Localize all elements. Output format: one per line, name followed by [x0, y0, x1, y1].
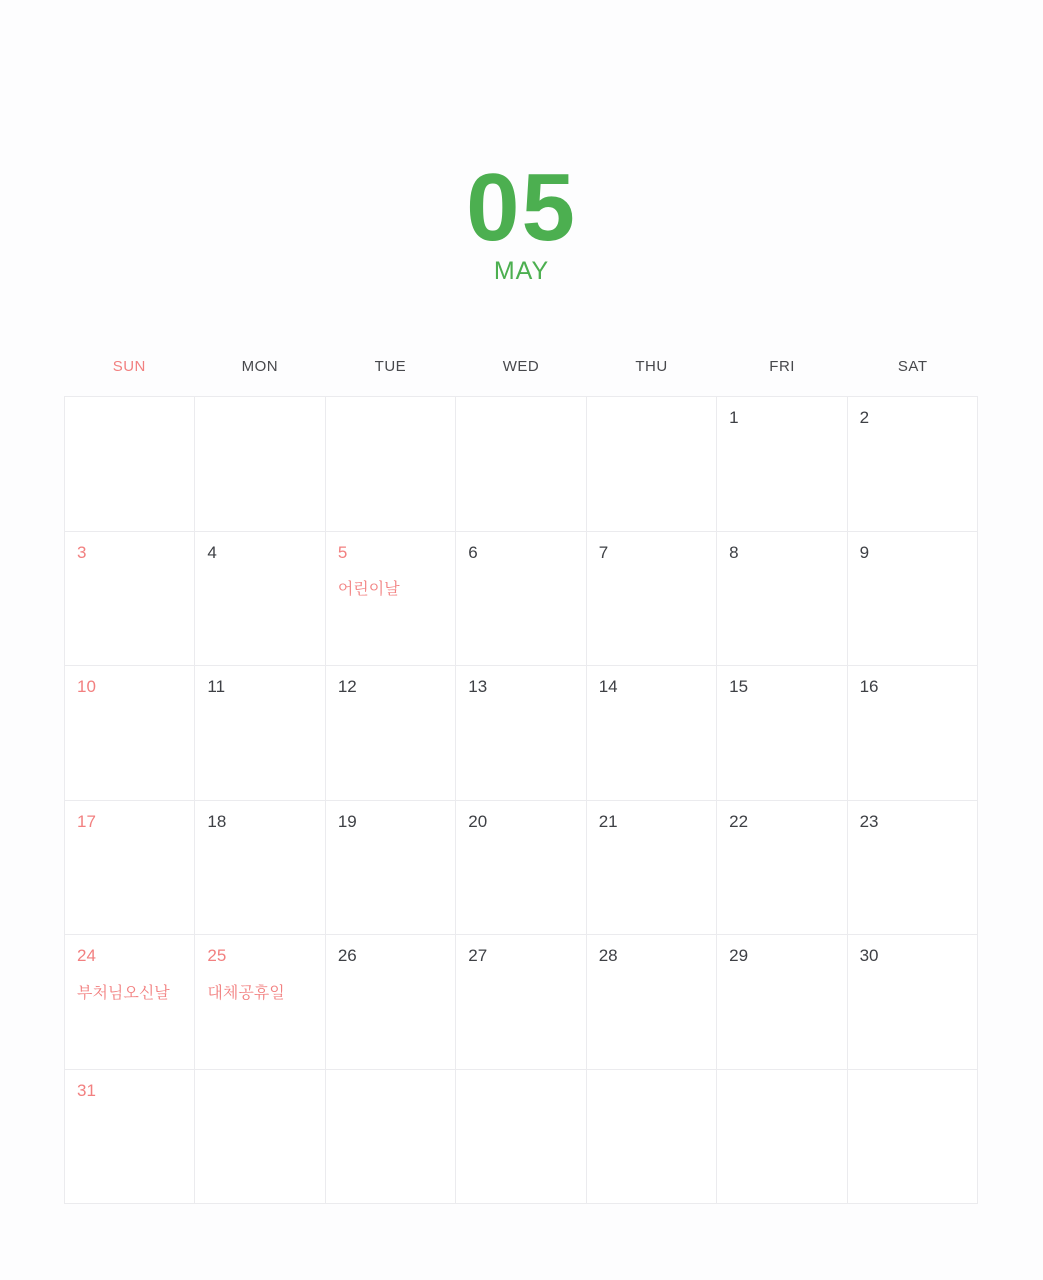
calendar-cell-8 [717, 532, 847, 667]
day-number: 19 [337, 811, 357, 831]
calendar-cell-empty [326, 1070, 456, 1205]
calendar-cell-9 [848, 532, 978, 667]
calendar-cell-empty [456, 1070, 586, 1205]
day-number: 30 [859, 946, 879, 965]
calendar-cell-19 [326, 801, 456, 936]
day-number: 8 [729, 542, 739, 562]
calendar-cell-18 [195, 801, 325, 936]
day-number: 14 [598, 677, 618, 696]
day-number: 22 [729, 811, 749, 831]
weekday-header-row [64, 352, 978, 382]
calendar-cell-14 [587, 666, 717, 801]
calendar-cell-20 [456, 801, 586, 936]
weekday-label-thu: THU [635, 358, 668, 375]
day-number: 18 [207, 811, 227, 831]
day-number: 5 [337, 542, 348, 562]
day-number: 24 [77, 946, 96, 965]
calendar-cell-empty [587, 1070, 717, 1205]
weekday-label-mon: MON [241, 358, 279, 375]
calendar-cell-empty [456, 397, 586, 532]
day-number: 21 [598, 811, 618, 831]
day-number: 20 [468, 811, 488, 831]
calendar-cell-11 [195, 666, 325, 801]
day-number: 1 [729, 408, 739, 427]
calendar-cell-10 [65, 666, 195, 801]
calendar-cell-1 [717, 397, 847, 532]
calendar-cell-empty [326, 397, 456, 532]
day-number: 4 [207, 542, 217, 562]
calendar-cell-5 [326, 532, 456, 667]
day-number: 3 [77, 542, 87, 562]
day-number: 16 [859, 677, 879, 696]
calendar-cell-16 [848, 666, 978, 801]
day-number: 11 [207, 677, 226, 696]
calendar-cell-17 [65, 801, 195, 936]
calendar-cell-empty [587, 397, 717, 532]
day-number: 29 [729, 946, 749, 965]
weekday-label-sat: SAT [897, 358, 928, 375]
holiday-label: 어린이날 [337, 581, 400, 599]
day-number: 17 [77, 811, 96, 831]
day-number: 2 [859, 408, 870, 427]
calendar-cell-4 [195, 532, 325, 667]
calendar-cell-27 [456, 935, 586, 1070]
calendar-cell-30 [848, 935, 978, 1070]
day-number: 31 [77, 1080, 96, 1100]
day-number: 27 [468, 946, 488, 965]
day-number: 6 [468, 542, 478, 562]
month-number: 05 [466, 154, 577, 261]
day-number: 13 [468, 677, 488, 696]
calendar-title [0, 154, 1043, 286]
calendar-cell-21 [587, 801, 717, 936]
calendar-cell-22 [717, 801, 847, 936]
calendar-cell-12 [326, 666, 456, 801]
day-number: 9 [859, 542, 870, 562]
calendar-cell-13 [456, 666, 586, 801]
holiday-label: 대체공휴일 [207, 984, 285, 1002]
day-number: 12 [337, 677, 357, 696]
calendar-cell-empty [195, 1070, 325, 1205]
calendar-cell-7 [587, 532, 717, 667]
day-number: 28 [598, 946, 618, 965]
day-number: 10 [77, 677, 96, 696]
calendar-cell-15 [717, 666, 847, 801]
weekday-label-sun: SUN [112, 358, 146, 375]
day-number: 23 [859, 811, 879, 831]
calendar-cell-empty [65, 397, 195, 532]
calendar-cell-empty [848, 1070, 978, 1205]
calendar-cell-25 [195, 935, 325, 1070]
weekday-label-wed: WED [502, 358, 540, 375]
day-number: 15 [729, 677, 749, 696]
calendar-cell-29 [717, 935, 847, 1070]
day-number: 7 [598, 542, 609, 562]
calendar-cell-26 [326, 935, 456, 1070]
calendar-cell-6 [456, 532, 586, 667]
weekday-label-fri: FRI [769, 358, 795, 375]
calendar-cell-2 [848, 397, 978, 532]
weekday-label-tue: TUE [374, 358, 407, 375]
calendar-cell-empty [717, 1070, 847, 1205]
calendar-cell-28 [587, 935, 717, 1070]
holiday-label: 부처님오신날 [77, 984, 170, 1002]
calendar-cell-24 [65, 935, 195, 1070]
calendar-cell-empty [195, 397, 325, 532]
month-name: MAY [493, 257, 550, 285]
calendar-cell-3 [65, 532, 195, 667]
day-number: 25 [207, 946, 227, 965]
calendar-grid [64, 396, 978, 1204]
day-number: 26 [337, 946, 357, 965]
calendar-cell-23 [848, 801, 978, 936]
calendar-cell-31 [65, 1070, 195, 1205]
